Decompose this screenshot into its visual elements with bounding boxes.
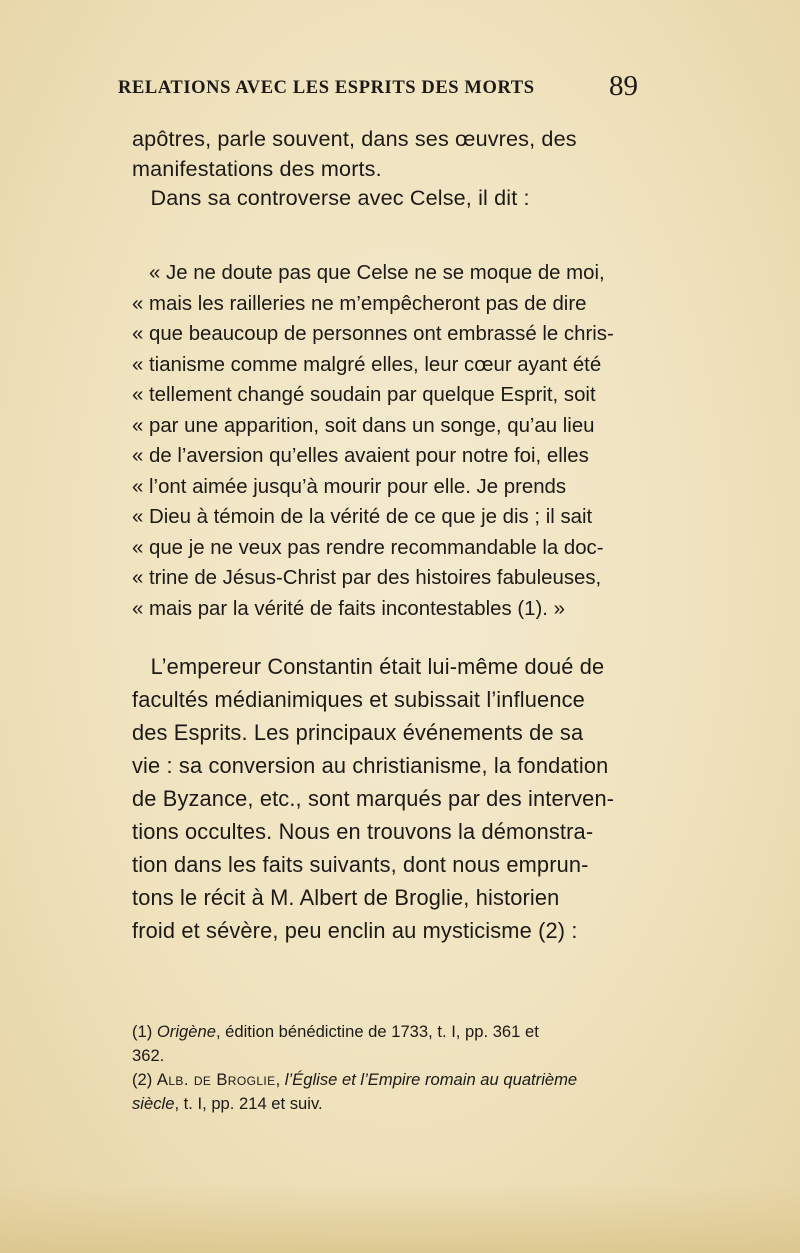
quote-line: « Dieu à témoin de la vérité de ce que je dis ; il sait [132,506,593,528]
quote-line: « par une apparition, soit dans un songe, qu’au lieu [132,414,595,437]
footnote-marker: (1) [132,1022,157,1041]
text-line: vie : sa conversion au christianisme, la fondation [132,753,609,778]
footnote-2-continuation [132,1092,640,1116]
text-line: Dans sa controverse avec Celse, il dit : [132,185,530,211]
text-line: facultés médianimiques et subissait l’influence [132,687,585,712]
text-line: manifestations des morts. [132,155,382,181]
footnote-author: Origène [156,1022,216,1041]
footnote-title: l’Église et l’Empire romain au quatrième [284,1070,578,1089]
footnote-text: , t. I, pp. 214 et suiv. [174,1094,323,1113]
quote-line: « que je ne veux pas rendre recommandable la doc- [132,536,604,559]
quote-line: « tianisme comme malgré elles, leur cœur ayant été [132,353,602,376]
quote-line: « Je ne doute pas que Celse ne se moque de moi, [132,262,605,284]
quote-line: « trine de Jésus-Christ par des histoires fabuleuses, [132,567,602,589]
quote-line: « tellement changé soudain par quelque Esprit, soit [132,384,596,406]
quote-line: « l’ont aimée jusqu’à mourir pour elle. Je prends [132,475,567,498]
text-line: froid et sévère, peu enclin au mysticisme (2) : [132,918,578,943]
text-line: L’empereur Constantin était lui-même doué de [132,654,605,679]
paragraph-2 [132,650,636,947]
running-title: RELATIONS AVEC LES ESPRITS DES MORTS [118,78,535,98]
text-line: apôtres, parle souvent, dans ses œuvres, des [132,126,577,151]
footnote-2 [132,1068,640,1092]
running-head [118,70,638,104]
page-number: 89 [609,70,638,102]
quote-line: « mais les railleries ne m’empêcheront pas de dire [132,292,587,315]
text-line: tions occultes. Nous en trouvons la démonstra- [132,819,594,844]
footnote-text: , édition bénédictine de 1733, t. I, pp. 361 et [215,1022,539,1041]
paragraph-1 [132,124,636,213]
quote-line: « que beaucoup de personnes ont embrassé le chris- [132,323,614,345]
quote-line: « de l’aversion qu’elles avaient pour notre foi, elles [132,445,589,467]
text-line: de Byzance, etc., sont marqués par des interven- [132,786,615,811]
footnote-marker: (2) [132,1070,157,1089]
footnote-1-continuation: 362. [132,1046,165,1065]
text-line: tion dans les faits suivants, dont nous emprun- [132,852,589,877]
footnotes [132,1020,640,1116]
text-line: tons le récit à M. Albert de Broglie, historien [132,885,560,910]
quote-line: « mais par la vérité de faits incontestables (1). » [132,597,565,620]
footnote-author: Alb. de Broglie [156,1070,276,1089]
text-line: des Esprits. Les principaux événements de sa [132,720,584,745]
footnote-1 [132,1020,640,1044]
footnote-separator: , [275,1070,285,1089]
origen-quotation [132,258,640,624]
footnote-title-continuation: siècle [132,1094,175,1113]
